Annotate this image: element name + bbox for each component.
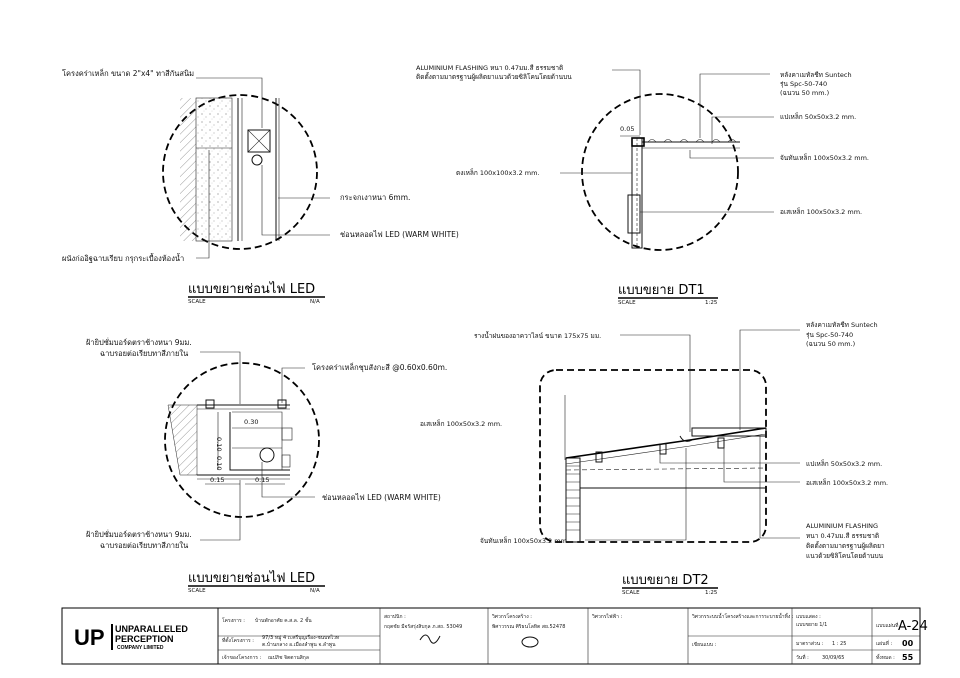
label-roof-3: (ฉนวน 50 mm.) [780, 89, 830, 97]
detail-title: แบบขยายช่อนไฟ LED [188, 282, 316, 297]
scale-value: 1:25 [705, 300, 718, 306]
engineer-label: วิศวกรโครงสร้าง : [492, 614, 532, 620]
dim-height-2: 0.10 [215, 456, 223, 471]
site-value-1: 97/3 หมู่ 4 ถ.ศรีบุญเรือง-ชนบทไวท [262, 635, 340, 641]
detail-boundary-rect [540, 370, 766, 542]
architect-value: กฤตชัย มีจรัสรุ่งสิบกุล ภ.สถ. 53049 [384, 624, 463, 630]
dim-bottom-1: 0.15 [210, 476, 225, 484]
engineer-value: พิศาวรรณ ศิริธนโลหิต สย.52478 [492, 624, 566, 630]
label-led: ช่อนหลอดไฟ LED (WARM WHITE) [322, 493, 441, 502]
architect-signature [420, 635, 440, 643]
label-flashing-1: ALUMINIUM FLASHING [806, 522, 879, 530]
total-label: ทั้งหมด : [876, 655, 895, 661]
led-strip [252, 155, 262, 165]
scale-label: SCALE [188, 299, 206, 305]
scale-value: N/A [310, 299, 320, 305]
engineer-signature [522, 637, 538, 647]
label-joist: ตงเหล็ก 100x100x3.2 mm. [456, 169, 540, 177]
label-gypsum-bot-2: ฉาบรอยต่อเรียบทาสีภายใน [100, 541, 189, 550]
dim-bottom-2: 0.15 [255, 476, 270, 484]
scale-label: SCALE [188, 588, 206, 594]
label-post-right: อเสเหล็ก 100x50x3.2 mm. [806, 479, 889, 487]
logo-mark: UP [74, 625, 105, 650]
detail-dt2 [420, 321, 888, 596]
date-label: วันที่ : [796, 655, 809, 661]
electrical-label: วิศวกรไฟฟ้า : [592, 614, 623, 620]
scale-value: 1:25 [705, 590, 718, 596]
logo-line1: UNPARALLELED [115, 624, 188, 634]
label-purlin: แปเหล็ก 50x50x3.2 mm. [806, 460, 883, 468]
scale-value: 1 : 25 [832, 641, 847, 647]
label-wall: ผนังก่ออิฐฉาบเรียบ กรุกระเบื้องห้องน้ำ [62, 254, 185, 263]
site-label: ที่ตั้งโครงการ : [222, 638, 254, 644]
label-gutter: รางน้ำฝนของอาควาไลน์ ขนาด 175x75 มม. [474, 332, 602, 340]
label-led: ช่อนหลอดไฟ LED (WARM WHITE) [340, 230, 459, 239]
dim-height-1: 0.10 [215, 437, 223, 452]
sheet-label: แผ่นที่ : [876, 641, 893, 647]
owner-label: เจ้าของโครงการ : [222, 655, 262, 661]
led-strip [260, 448, 274, 462]
label-flashing-3: ติดตั้งตามมาตรฐานผู้ผลิตยา [806, 542, 885, 550]
logo-line3: COMPANY LIMITED [117, 645, 164, 651]
sheet-number-label: แบบแผ่นที่ [876, 623, 899, 629]
label-roof-3: (ฉนวน 50 mm.) [806, 340, 856, 348]
label-roof-1: หลังคาเมทัลชีท Suntech [780, 71, 852, 79]
scale-value: N/A [310, 588, 320, 594]
project-value: บ้านพักอาศัย ค.ส.ล. 2 ชั้น [255, 618, 312, 624]
scale-label: SCALE [622, 590, 640, 596]
label-post-left: อเสเหล็ก 100x50x3.2 mm. [420, 420, 503, 428]
company-logo [74, 624, 188, 651]
architect-label: สถาปนิก : [384, 614, 406, 620]
label-gypsum-top-1: ฝ้ายิปซั่มบอร์ดตราช้างหนา 9มม. [86, 338, 192, 347]
beam-section [628, 195, 640, 233]
detail-led-cove-1 [62, 68, 459, 305]
total-value: 55 [902, 653, 914, 662]
title-block [62, 608, 928, 664]
label-purlin: แปเหล็ก 50x50x3.2 mm. [780, 113, 857, 121]
label-flashing-4: แนวด้วยซิลิโคนโดยด้านบน [806, 552, 884, 560]
sheet-value: 00 [902, 639, 914, 648]
label-roof-2: รุ่น Spc-50-740 [806, 331, 854, 339]
label-roof-1: หลังคาเมทัลชีท Suntech [806, 321, 878, 329]
brick-wall [196, 98, 232, 241]
date-value: 30/09/65 [822, 655, 845, 661]
label-mirror: กระจกเงาหนา 6mm. [340, 193, 411, 202]
sanitary-label: วิศวกรระบบน้ำโครงสร้างและการระบายน้ำทิ้ง : [692, 614, 794, 620]
site-value-2: ต.บ้านกลาง อ.เมืองลำพูน จ.ลำพูน [262, 642, 336, 648]
label-frame: โครงคร่าเหล็กชุบสังกะสี @0.60x0.60m. [312, 363, 448, 372]
wall-hatch [180, 98, 196, 241]
dim-value: 0.05 [620, 125, 635, 133]
drawing-label: แบบแสดง : [796, 614, 821, 620]
detail-title: แบบขยายช่อนไฟ LED [188, 571, 316, 586]
sheet-number-value: A-24 [898, 619, 928, 634]
scale-label: มาตราส่วน : [796, 641, 824, 647]
label-post: อเสเหล็ก 100x50x3.2 mm. [780, 208, 863, 216]
dim-width: 0.30 [244, 418, 259, 426]
detail-title: แบบขยาย DT2 [622, 573, 709, 588]
label-gypsum-top-2: ฉาบรอยต่อเรียบทาสีภายใน [100, 349, 189, 358]
check-label: เขียนแบบ : [692, 642, 717, 648]
label-rafter: จันทันเหล็ก 100x50x3.2 mm. [480, 537, 569, 545]
label-rafter: จันทันเหล็ก 100x50x3.2 mm. [780, 154, 869, 162]
label-flashing-2: ติดตั้งตามมาตรฐานผู้ผลิตยาแนวด้วยซิลิโคนโดยด้านบน [416, 73, 572, 81]
brick-column [566, 458, 580, 542]
label-roof-2: รุ่น Spc-50-740 [780, 80, 828, 88]
scale-label: SCALE [618, 300, 636, 306]
owner-value: ณปภิช จิตตานสิกุล [268, 655, 309, 661]
detail-dt1 [416, 64, 869, 306]
project-label: โครงการ : [222, 618, 245, 624]
label-gypsum-bot-1: ฝ้ายิปซั่มบอร์ดตราช้างหนา 9มม. [86, 530, 192, 539]
logo-line2: PERCEPTION [115, 634, 174, 644]
drawing-value: แบบขยาย 1/1 [796, 622, 828, 628]
label-flashing-1: ALUMINIUM FLASHING หนา 0.47มม.สี ธรรมชาติ [416, 64, 564, 72]
detail-led-cove-2 [86, 337, 447, 594]
detail-title: แบบขยาย DT1 [618, 283, 705, 298]
label-flashing-2: หนา 0.47มม.สี ธรรมชาติ [806, 532, 880, 540]
detail-boundary-circle [582, 94, 738, 250]
label-steel-frame: โครงคร่าเหล็ก ขนาด 2"x4" ทาสีกันสนิม [62, 69, 195, 78]
